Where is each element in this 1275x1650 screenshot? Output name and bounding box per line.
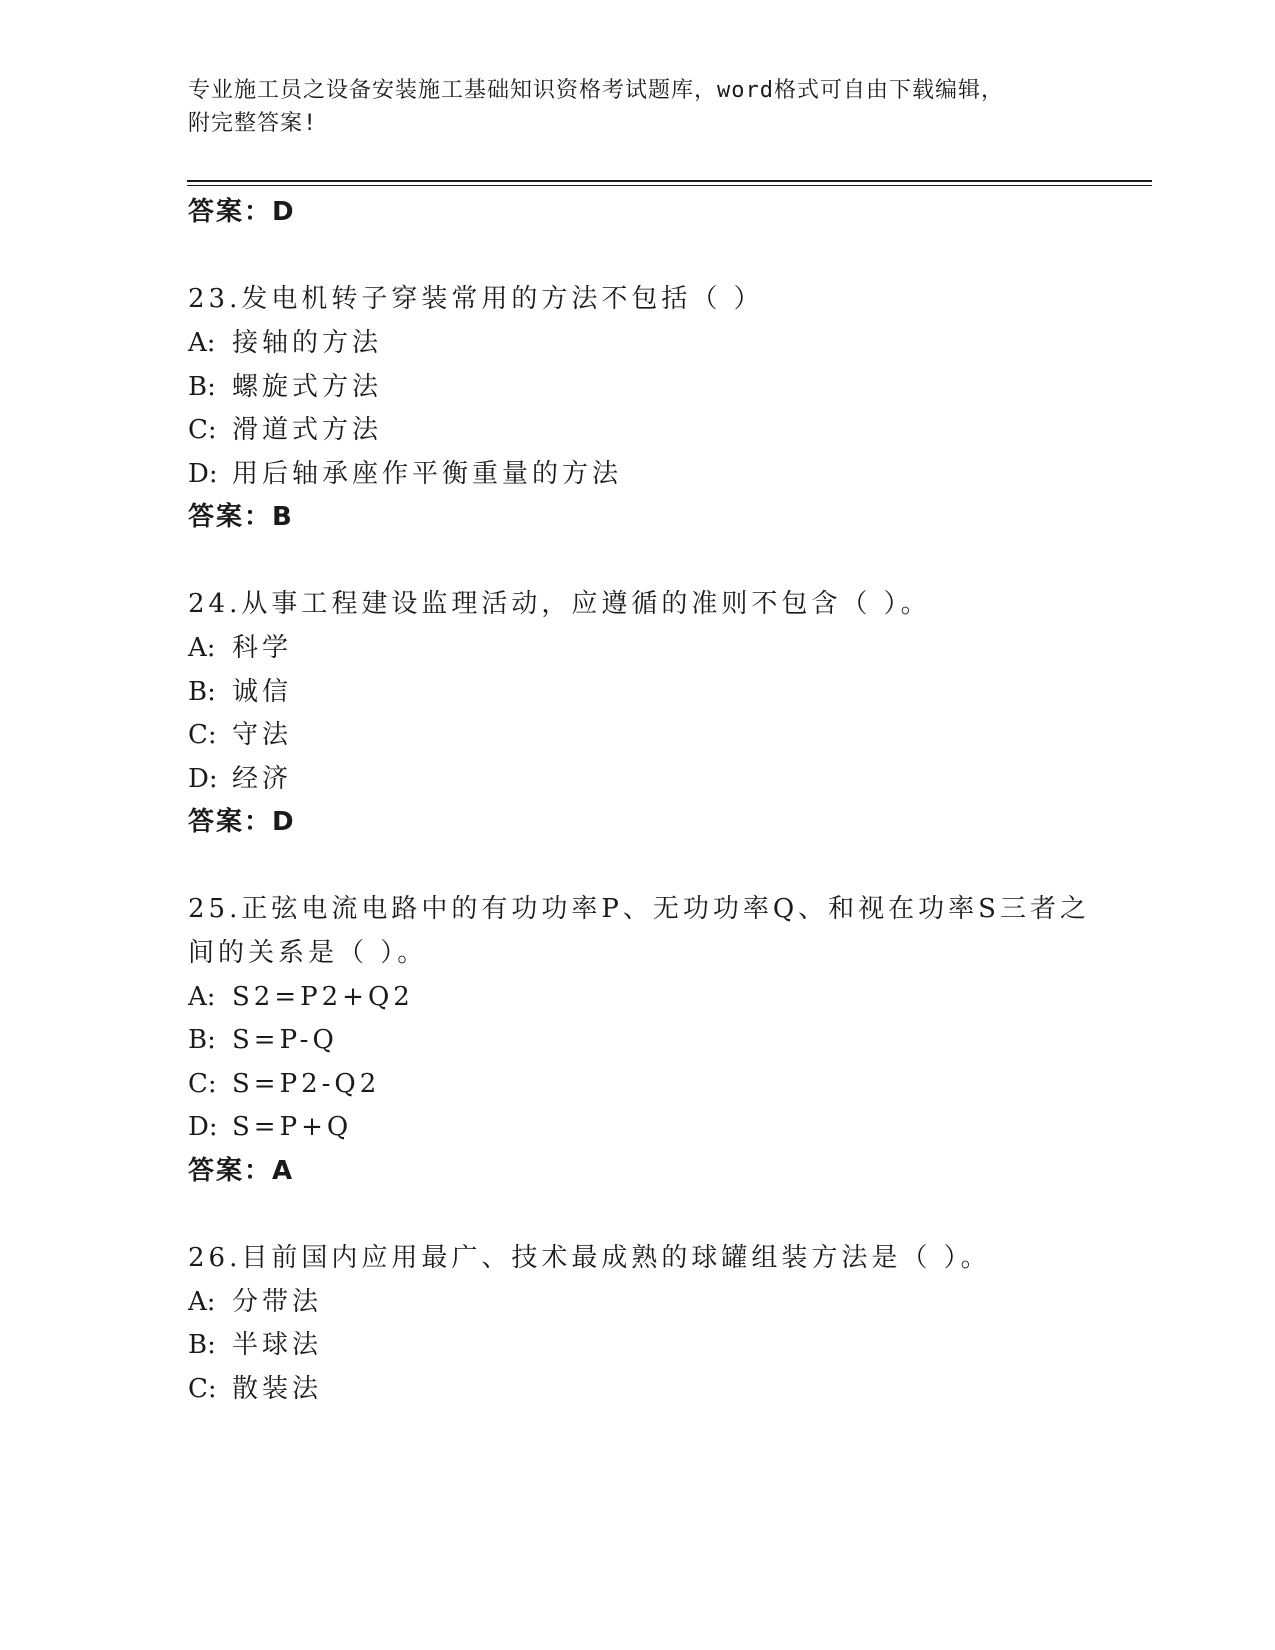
option-c <box>188 1068 380 1100</box>
option-text: 分带法 <box>232 1287 323 1317</box>
header-rule-thin <box>187 185 1152 186</box>
option-c <box>188 414 382 446</box>
option-b <box>188 371 382 403</box>
option-text: 散装法 <box>232 1374 323 1404</box>
option-text: S=P-Q <box>232 1025 338 1055</box>
option-key: C: <box>188 1069 217 1099</box>
option-text: 经济 <box>232 764 293 794</box>
option-key: A: <box>188 1287 216 1317</box>
question-stem-line-2: 间的关系是（ ）。 <box>188 938 428 968</box>
option-text: 科学 <box>232 633 293 663</box>
option-key: D: <box>188 1112 218 1142</box>
option-a <box>188 327 382 359</box>
option-text: 接轴的方法 <box>232 328 383 358</box>
header-line-1: 专业施工员之设备安装施工基础知识资格考试题库，word格式可自由下载编辑， <box>188 78 1004 103</box>
question-stem: 26.目前国内应用最广、技术最成熟的球罐组装方法是（ ）。 <box>188 1243 991 1273</box>
question-stem: 24.从事工程建设监理活动，应遵循的准则不包含（ ）。 <box>188 589 931 619</box>
option-text: 守法 <box>232 720 293 750</box>
option-key: B: <box>188 1330 216 1360</box>
option-key: B: <box>188 1025 216 1055</box>
option-d <box>188 763 292 795</box>
option-key: A: <box>188 982 216 1012</box>
option-key: A: <box>188 633 216 663</box>
option-a <box>188 1286 322 1318</box>
question-stem-line-1: 25.正弦电流电路中的有功功率P、无功功率Q、和视在功率S三者之 <box>188 894 1090 924</box>
answer-label: 答案：A <box>188 1156 295 1186</box>
answer-label: 答案：D <box>188 807 296 837</box>
option-b <box>188 1329 322 1361</box>
option-a <box>188 632 292 664</box>
option-key: D: <box>188 764 218 794</box>
option-b <box>188 1024 338 1056</box>
option-d <box>188 458 622 490</box>
option-text: 诚信 <box>232 677 293 707</box>
option-key: D: <box>188 459 218 489</box>
option-text: 半球法 <box>232 1330 323 1360</box>
option-key: C: <box>188 1374 217 1404</box>
answer-label: 答案：D <box>188 197 296 227</box>
header-rule-thick <box>187 180 1152 182</box>
option-text: 滑道式方法 <box>232 415 383 445</box>
option-key: B: <box>188 372 216 402</box>
option-text: S=P2-Q2 <box>232 1069 381 1099</box>
option-key: B: <box>188 677 216 707</box>
option-d <box>188 1111 352 1143</box>
question-stem: 23.发电机转子穿装常用的方法不包括（ ） <box>188 284 764 314</box>
answer-label: 答案：B <box>188 502 294 532</box>
option-c <box>188 719 292 751</box>
option-key: C: <box>188 720 217 750</box>
option-c <box>188 1373 322 1405</box>
option-text: S2=P2+Q2 <box>232 982 414 1012</box>
document-header <box>188 74 1068 140</box>
option-b <box>188 676 292 708</box>
option-a <box>188 981 414 1013</box>
option-key: A: <box>188 328 216 358</box>
header-line-2: 附完整答案! <box>188 111 318 136</box>
option-text: S=P+Q <box>232 1112 353 1142</box>
option-text: 螺旋式方法 <box>232 372 383 402</box>
option-text: 用后轴承座作平衡重量的方法 <box>232 459 623 489</box>
option-key: C: <box>188 415 217 445</box>
